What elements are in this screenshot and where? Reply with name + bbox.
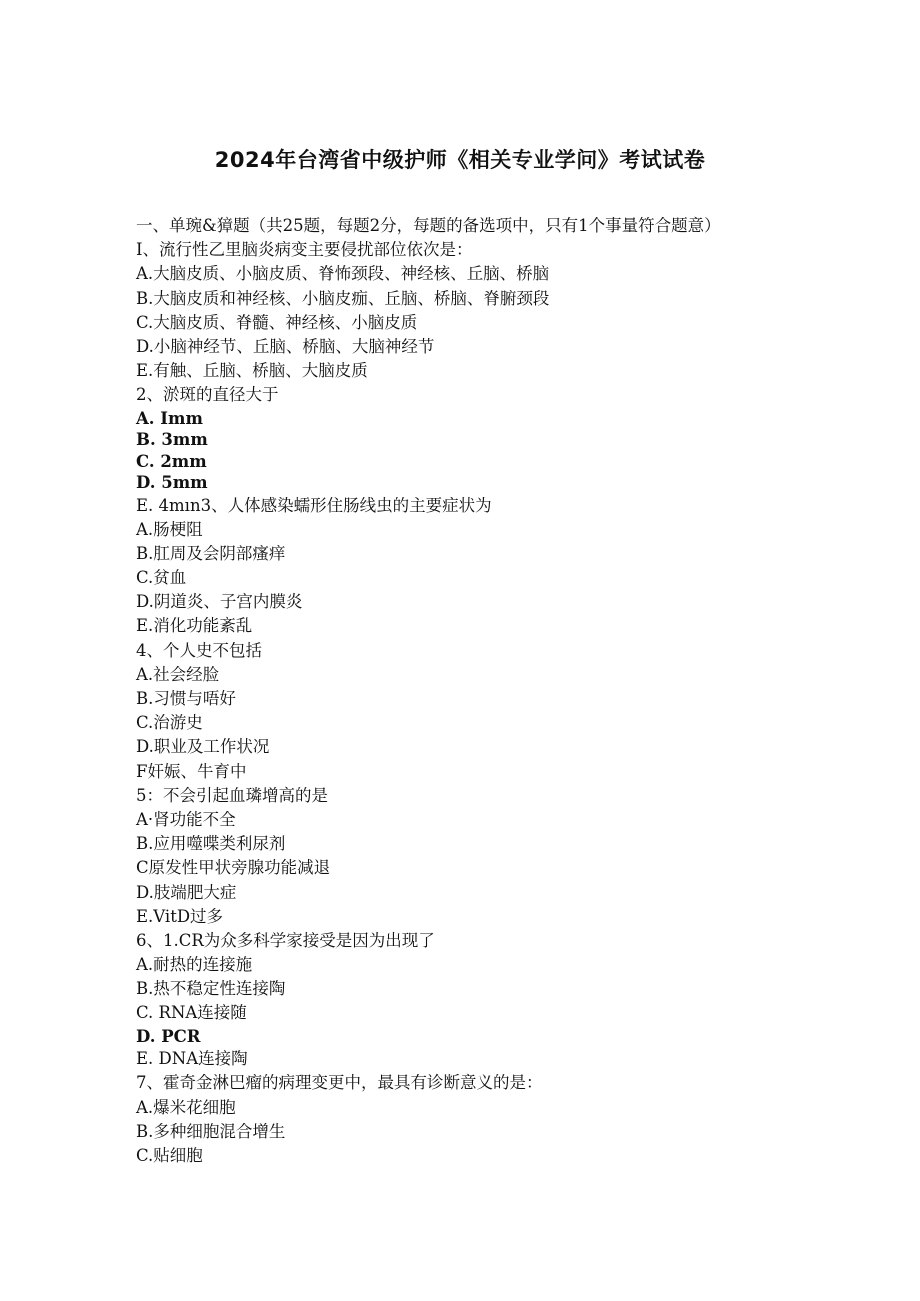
option-line: C. 2mm <box>136 451 207 471</box>
question-line: 4、个人史不包括 <box>136 640 262 660</box>
option-line: C.治游史 <box>136 713 203 733</box>
option-line: D.肢端肥大症 <box>136 882 237 902</box>
option-line: D.职业及工作状况 <box>136 737 270 757</box>
option-line: B. 3mm <box>136 430 208 449</box>
option-line: E.VitD过多 <box>136 906 224 926</box>
option-line: B.多种细胞混合增生 <box>136 1121 286 1141</box>
option-line: B.习惯与唔好 <box>136 689 236 708</box>
option-line: A.耐热的连接施 <box>136 955 253 975</box>
option-line: C. RNA连接随 <box>136 1003 247 1023</box>
option-line: A. Imm <box>136 408 203 428</box>
option-line: E.有触、丘脑、桥脑、大脑皮质 <box>136 361 368 381</box>
question-line: 2、淤斑的直径大于 <box>136 385 279 405</box>
question-line: I、流行性乙里脑炎病变主要侵扰部位依次是： <box>136 240 473 260</box>
question-line: 7、霍奇金淋巴瘤的病理变更中，最具有诊断意义的是： <box>136 1073 543 1093</box>
option-line: B.肛周及会阴部瘙痒 <box>136 543 286 563</box>
option-line: D. PCR <box>136 1026 201 1046</box>
option-line: C.贴细胞 <box>136 1145 203 1165</box>
option-line: B.应用噬喋类利尿剂 <box>136 834 286 854</box>
option-line: E. DNA连接陶 <box>136 1049 248 1069</box>
question-line: 6、1.CR为众多科学家接受是因为出现了 <box>136 930 435 950</box>
option-line: D.小脑神经节、丘脑、桥脑、大脑神经节 <box>136 336 435 356</box>
question-line: 5：不会引起血璘增高的是 <box>136 785 328 805</box>
option-line: A·肾功能不全 <box>136 809 236 829</box>
option-line: C.大脑皮质、脊髓、神经核、小脑皮质 <box>136 312 418 332</box>
option-line: A.爆米花细胞 <box>136 1097 236 1117</box>
option-line: A.肠梗阻 <box>136 519 203 539</box>
option-line: C原发性甲状旁腺功能减退 <box>136 858 331 878</box>
option-line: F奸娠、牛育中 <box>136 761 247 781</box>
section-heading: 一、单琬&獐题（共25题，每题2分，每题的备选项中，只有1个事量符合题意） <box>136 216 721 235</box>
option-line: A.大脑皮质、小脑皮质、脊怖颈段、神经核、丘脑、桥脑 <box>136 264 550 284</box>
option-line: B.大脑皮质和神经核、小脑皮痂、丘脑、桥脑、脊腑颈段 <box>136 288 550 308</box>
document-body <box>136 214 836 1168</box>
option-line: A.社会经脸 <box>136 664 220 684</box>
option-line: B.热不稳定性连接陶 <box>136 979 286 999</box>
option-line: C.贫血 <box>136 568 187 588</box>
option-line: D.阴道炎、子宫内膜炎 <box>136 592 303 612</box>
option-line: D. 5mm <box>136 473 208 492</box>
document-title: 2024年台湾省中级护师《相关专业学问》考试试卷 <box>214 148 706 172</box>
option-line: E.消化功能紊乱 <box>136 616 253 636</box>
option-line: E. 4mın3、人体感染蠕形住肠线虫的主要症状为 <box>136 495 492 515</box>
